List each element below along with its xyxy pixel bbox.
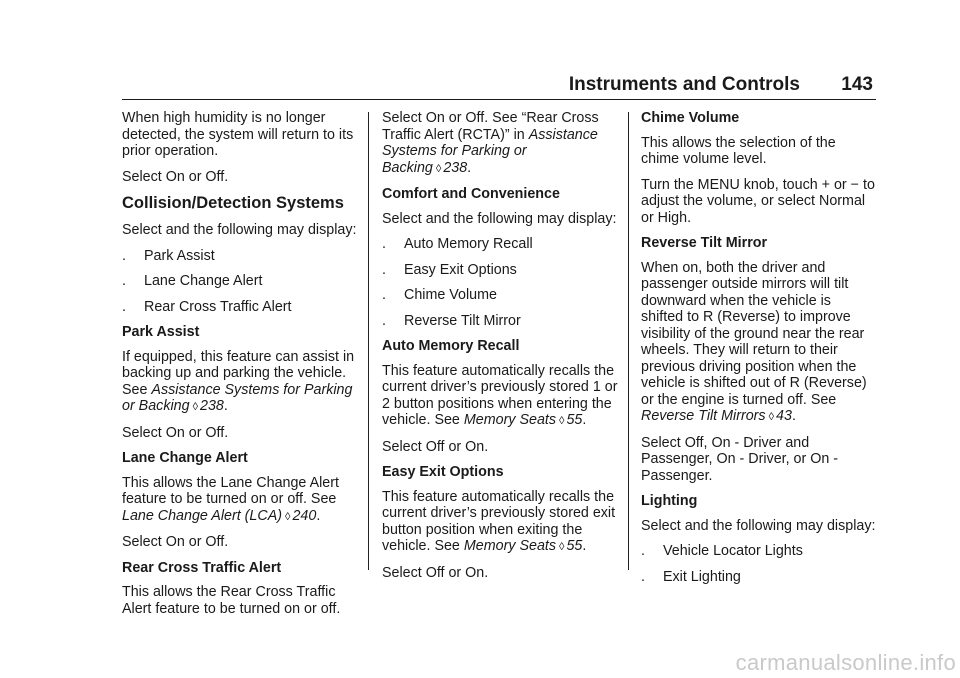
subheading: Lane Change Alert	[122, 450, 248, 466]
paragraph: Select Off or On.	[382, 438, 489, 455]
list-item-text: Vehicle Locator Lights	[663, 543, 803, 559]
list-item-text: Chime Volume	[404, 287, 497, 303]
page-reference[interactable]: 240	[292, 507, 317, 524]
bullet-marker: .	[641, 543, 645, 559]
paragraph: When on, both the driver and passenger outside mirrors will tilt downward when the vehicle is shifted to R (Reverse) to improve visibility of the ground near the rear wheels. They will return to their previous driving position when the vehicle is shifted out of R (Reverse) or the engine is turned off. See Reverse Tilt Mirrors ◊ 43.	[641, 259, 867, 424]
page-ref-icon: ◊	[192, 401, 198, 413]
cross-reference-link[interactable]: Lane Change Alert (LCA)	[122, 507, 283, 524]
column-2	[382, 110, 618, 590]
list-item-text: Rear Cross Traffic Alert	[144, 298, 292, 315]
column-divider-2	[628, 112, 629, 570]
page-reference[interactable]: 43	[776, 408, 792, 424]
paragraph: Select Off or On.	[382, 564, 489, 581]
paragraph: This feature automatically recalls the current driver’s previously stored 1 or 2 button positions when entering the vehicle. See Memory Seats ◊ 55.	[382, 362, 618, 428]
list-item	[382, 287, 618, 304]
column-1	[122, 110, 358, 626]
list-item-text: Lane Change Alert	[144, 273, 263, 289]
page-ref-icon: ◊	[559, 541, 565, 553]
subheading: Comfort and Convenience	[382, 186, 560, 202]
subheading: Rear Cross Traffic Alert	[122, 559, 282, 576]
bullet-marker: .	[382, 287, 386, 303]
bullet-marker: .	[122, 247, 126, 264]
section-title: Instruments and Controls	[568, 74, 800, 95]
cross-reference-link[interactable]: Assistance Systems for Parking or Backing	[382, 126, 598, 176]
subheading: Park Assist	[122, 324, 200, 340]
paragraph: Select On or Off. See “Rear Cross Traffic Alert (RCTA)” in Assistance Systems for Parking or Backing ◊ 238.	[382, 110, 599, 176]
subheading: Reverse Tilt Mirror	[641, 235, 768, 251]
list-item	[122, 273, 358, 290]
page-header	[122, 72, 876, 100]
paragraph: Select Off, On - Driver and Passenger, On - Driver, or On - Passenger.	[641, 434, 839, 484]
bullet-marker: .	[382, 261, 386, 278]
paragraph: This feature automatically recalls the current driver’s previously stored exit button position when exiting the vehicle. See Memory Seats ◊ 55.	[382, 488, 616, 554]
column-3	[641, 110, 877, 594]
page-ref-icon: ◊	[435, 162, 442, 175]
paragraph: This allows the selection of the chime volume level.	[641, 134, 836, 167]
list-item-text: Park Assist	[144, 247, 215, 264]
bullet-marker: .	[122, 298, 126, 315]
page-reference[interactable]: 55	[566, 538, 583, 554]
paragraph: Select On or Off.	[122, 168, 229, 185]
page-ref-icon: ◊	[768, 411, 775, 423]
bullet-marker: .	[122, 273, 126, 289]
watermark: carmanualsonline.info	[735, 650, 956, 675]
cross-reference-link[interactable]: Memory Seats	[463, 538, 557, 554]
section-heading: Collision/Detection Systems	[122, 194, 344, 212]
page-ref-icon: ◊	[285, 510, 291, 523]
bullet-marker: .	[641, 568, 645, 585]
paragraph: If equipped, this feature can assist in backing up and parking the vehicle. See Assistance Systems for Parking or Backing ◊ 238.	[122, 348, 355, 414]
paragraph: Select and the following may display:	[382, 210, 617, 227]
page-reference[interactable]: 55	[566, 412, 583, 428]
list-item	[382, 262, 618, 279]
paragraph: Turn the MENU knob, touch + or − to adjust the volume, or select Normal or High.	[641, 176, 875, 226]
page-reference[interactable]: 238	[200, 398, 224, 414]
cross-reference-link[interactable]: Reverse Tilt Mirrors	[641, 408, 766, 424]
subheading: Auto Memory Recall	[382, 338, 520, 354]
paragraph: This allows the Rear Cross Traffic Alert feature to be turned on or off.	[122, 584, 341, 617]
page-reference[interactable]: 238	[443, 159, 468, 176]
cross-reference-link[interactable]: Assistance Systems for Parking or Backing	[122, 381, 353, 414]
paragraph: This allows the Lane Change Alert feature to be turned on or off. See Lane Change Alert (LCA) ◊ 240.	[122, 474, 339, 524]
list-item	[122, 248, 358, 265]
paragraph: Select On or Off.	[122, 424, 229, 441]
column-divider-1	[368, 112, 369, 570]
list-item	[641, 569, 877, 586]
paragraph: Select On or Off.	[122, 534, 229, 550]
list-item-text: Easy Exit Options	[404, 261, 517, 278]
bullet-marker: .	[382, 236, 386, 252]
page-number: 143	[841, 74, 873, 95]
list-item-text: Reverse Tilt Mirror	[404, 312, 521, 329]
subheading: Easy Exit Options	[382, 464, 504, 480]
list-item-text: Auto Memory Recall	[404, 236, 533, 252]
list-item	[382, 313, 618, 330]
list-item-text: Exit Lighting	[663, 568, 741, 585]
list-item	[382, 236, 618, 253]
paragraph: When high humidity is no longer detected, the system will return to its prior operation.	[122, 110, 354, 159]
subheading: Chime Volume	[641, 110, 740, 126]
paragraph: Select and the following may display:	[122, 222, 357, 238]
page-ref-icon: ◊	[559, 415, 565, 427]
list-item	[122, 299, 358, 316]
paragraph: Select and the following may display:	[641, 517, 876, 534]
subheading: Lighting	[641, 493, 698, 509]
list-item	[641, 543, 877, 560]
cross-reference-link[interactable]: Memory Seats	[463, 412, 557, 428]
bullet-marker: .	[382, 312, 386, 329]
